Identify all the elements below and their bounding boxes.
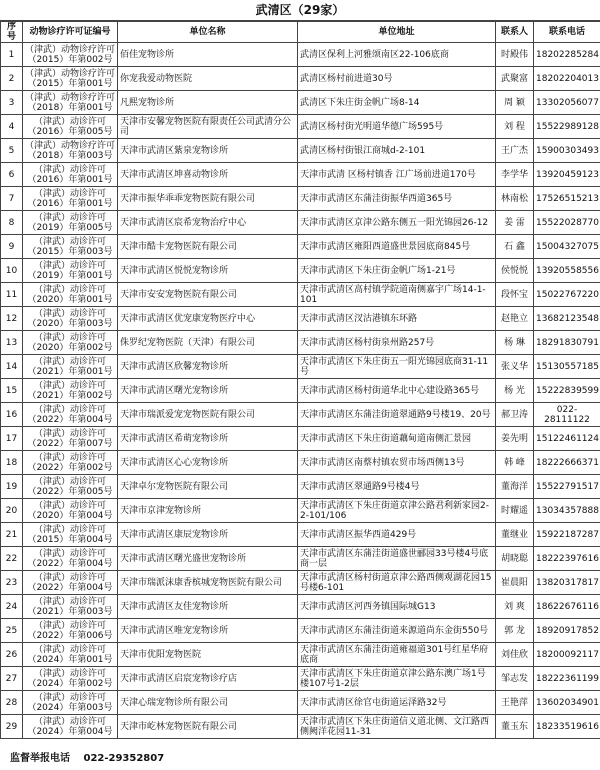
- row-unit-name: 天津市安馨宠物医院有限责任公司武清分公司: [118, 115, 298, 139]
- row-index: 10: [1, 259, 23, 283]
- page-title: 武清区（29家）: [0, 0, 600, 21]
- row-contact: 姜 雷: [496, 211, 534, 235]
- row-phone: 13920459123: [534, 163, 600, 187]
- row-unit-name: 天津市酷卡宠物医院有限公司: [118, 235, 298, 259]
- row-unit-name: 天津市振华乖乖宠物医院有限公司: [118, 187, 298, 211]
- row-address: 武清区杨村街光明道华德广场595号: [298, 115, 496, 139]
- row-phone: 18202285284: [534, 43, 600, 67]
- row-address: 武清区杨村前进道30号: [298, 67, 496, 91]
- row-unit-name: 天津市武清区悦悦宠物诊所: [118, 259, 298, 283]
- row-address: 天津市武清区雍阳西道盛世景园底商845号: [298, 235, 496, 259]
- row-unit-name: 天津市武清区唯宠宠物诊所: [118, 619, 298, 643]
- row-index: 3: [1, 91, 23, 115]
- row-index: 27: [1, 667, 23, 691]
- row-address: 天津市武清区高村镇学院道南侧嘉宇广场14-1-101: [298, 283, 496, 307]
- row-unit-name: 天津市瑞派沫康香槟城宠物医院有限公司: [118, 571, 298, 595]
- row-license: （津武）动诊许可（2022）年第007号: [23, 427, 118, 451]
- row-unit-name: 天津市武清区心心宠物诊所: [118, 451, 298, 475]
- row-license: （津武）动诊许可（2024）年第002号: [23, 667, 118, 691]
- row-address: 天津市武清区南蔡村镇农贸市场西侧13号: [298, 451, 496, 475]
- row-unit-name: 天津市武清区坤喜动物诊所: [118, 163, 298, 187]
- table-row: [1, 307, 600, 331]
- table-row: [1, 715, 600, 739]
- row-contact: 刘 爽: [496, 595, 534, 619]
- row-license: （津武）动诊许可（2024）年第001号: [23, 643, 118, 667]
- table-row: [1, 115, 600, 139]
- row-unit-name: 佰佳宠物诊所: [118, 43, 298, 67]
- row-license: （津武）动诊许可（2022）年第004号: [23, 571, 118, 595]
- row-address: 天津市武清区京津公路东侧五一阳光锦园26-12: [298, 211, 496, 235]
- footer-label: 监督举报电话: [10, 753, 70, 764]
- row-phone: 13820317817: [534, 571, 600, 595]
- row-index: 28: [1, 691, 23, 715]
- row-phone: 18222397616: [534, 547, 600, 571]
- row-license: （津武）动诊许可（2022）年第006号: [23, 619, 118, 643]
- row-index: 22: [1, 547, 23, 571]
- row-index: 24: [1, 595, 23, 619]
- table-row: [1, 331, 600, 355]
- row-address: 武清区杨村街银江商城d-2-101: [298, 139, 496, 163]
- row-address: 武清区保利上河雅颂南区22-106底商: [298, 43, 496, 67]
- row-address: 天津市武清区下朱庄街道京津公路君利新家园2-2-101/106: [298, 499, 496, 523]
- table-body: [1, 43, 600, 739]
- row-unit-name: 天津市武清区曙光宠物诊所: [118, 379, 298, 403]
- table-row: [1, 139, 600, 163]
- table-row: [1, 211, 600, 235]
- table-row: [1, 691, 600, 715]
- row-unit-name: 天津市武清区欣馨宠物诊所: [118, 355, 298, 379]
- row-contact: 崔晨阳: [496, 571, 534, 595]
- row-license: （津武）动诊许可（2020）年第001号: [23, 283, 118, 307]
- row-phone: 15922187287: [534, 523, 600, 547]
- row-phone: 18200092117: [534, 643, 600, 667]
- row-contact: 时耀遥: [496, 499, 534, 523]
- table-row: [1, 379, 600, 403]
- header-phone: 联系电话: [534, 22, 600, 43]
- row-index: 6: [1, 163, 23, 187]
- row-contact: 郝卫涛: [496, 403, 534, 427]
- row-index: 17: [1, 427, 23, 451]
- table-row: [1, 91, 600, 115]
- row-index: 7: [1, 187, 23, 211]
- row-index: 25: [1, 619, 23, 643]
- row-unit-name: 天津市武清区启宸宠物诊疗店: [118, 667, 298, 691]
- row-phone: 15122461124: [534, 427, 600, 451]
- table-row: [1, 547, 600, 571]
- row-phone: 18622676116: [534, 595, 600, 619]
- row-license: （津武）动诊许可（2016）年第001号: [23, 163, 118, 187]
- row-contact: 张义华: [496, 355, 534, 379]
- row-phone: 17526515213: [534, 187, 600, 211]
- row-index: 19: [1, 475, 23, 499]
- table-row: [1, 451, 600, 475]
- row-license: （津武）动诊许可（2022）年第002号: [23, 451, 118, 475]
- table-row: [1, 523, 600, 547]
- row-phone: 15522989128: [534, 115, 600, 139]
- row-license: （津武）动诊许可（2021）年第003号: [23, 595, 118, 619]
- row-address: 天津市武清区翠通路9号楼4号: [298, 475, 496, 499]
- row-phone: 18202204013: [534, 67, 600, 91]
- row-index: 23: [1, 571, 23, 595]
- table-row: [1, 283, 600, 307]
- row-address: 天津市武清区汊沽港镇东环路: [298, 307, 496, 331]
- row-index: 11: [1, 283, 23, 307]
- row-contact: 韩 峰: [496, 451, 534, 475]
- row-unit-name: 天津市安安宠物医院有限公司: [118, 283, 298, 307]
- table-row: [1, 667, 600, 691]
- row-phone: 18233519616: [534, 715, 600, 739]
- row-contact: 赵艳立: [496, 307, 534, 331]
- row-index: 13: [1, 331, 23, 355]
- row-license: （津武）动诊许可（2022）年第004号: [23, 547, 118, 571]
- table-row: [1, 259, 600, 283]
- row-index: 15: [1, 379, 23, 403]
- header-license: 动物诊疗许可证编号: [23, 22, 118, 43]
- clinic-table: [0, 21, 600, 739]
- row-address: 武清区下朱庄街金帆广场8-14: [298, 91, 496, 115]
- row-index: 8: [1, 211, 23, 235]
- row-address: 天津市武清区下朱庄街五一阳光锦园底商31-11号: [298, 355, 496, 379]
- row-address: 天津市武清区下朱庄街道信义道北侧、文江路西侧阙洋花园11-31: [298, 715, 496, 739]
- row-address: 天津市武清区下朱庄街道京津公路东澳广场1号楼107号1-2层: [298, 667, 496, 691]
- row-index: 9: [1, 235, 23, 259]
- row-index: 29: [1, 715, 23, 739]
- row-license: （津武）动诊许可（2019）年第005号: [23, 211, 118, 235]
- row-unit-name: 天津市武清区优宠康宠物医疗中心: [118, 307, 298, 331]
- row-phone: 022-28111122: [534, 403, 600, 427]
- header-address: 单位地址: [298, 22, 496, 43]
- row-address: 天津市武清区东蒲洼街道雍福道301号红星华府底商: [298, 643, 496, 667]
- row-contact: 董海洋: [496, 475, 534, 499]
- row-contact: 李学华: [496, 163, 534, 187]
- header-index: 序号: [1, 22, 23, 43]
- table-row: [1, 43, 600, 67]
- row-address: 天津市武清区杨村街道京津公路西侧观湖花园15号楼6-101: [298, 571, 496, 595]
- row-license: （津武）动物诊疗许可（2018）年第003号: [23, 139, 118, 163]
- row-phone: 18222361199: [534, 667, 600, 691]
- footer-phone: 022-29352807: [83, 753, 165, 764]
- row-license: （津武）动诊许可（2021）年第001号: [23, 355, 118, 379]
- row-contact: 武聚富: [496, 67, 534, 91]
- row-license: （津武）动诊许可（2024）年第003号: [23, 691, 118, 715]
- row-license: （津武）动诊许可（2024）年第004号: [23, 715, 118, 739]
- row-license: （津武）动诊许可（2022）年第004号: [23, 403, 118, 427]
- row-address: 天津市武清区徐官屯街道运泽路32号: [298, 691, 496, 715]
- row-unit-name: 天津市优阳宠物医院: [118, 643, 298, 667]
- table-row: [1, 475, 600, 499]
- row-index: 1: [1, 43, 23, 67]
- row-contact: 王广杰: [496, 139, 534, 163]
- row-address: 天津市武清区下朱庄街道藕甸道南侧汇景园: [298, 427, 496, 451]
- row-index: 14: [1, 355, 23, 379]
- row-phone: 18291830791: [534, 331, 600, 355]
- row-license: （津武）动诊许可（2019）年第001号: [23, 259, 118, 283]
- row-contact: 时殿伟: [496, 43, 534, 67]
- table-header-row: [1, 22, 600, 43]
- row-contact: 段怀宝: [496, 283, 534, 307]
- row-unit-name: 凡熙宠物诊所: [118, 91, 298, 115]
- row-phone: 13682123548: [534, 307, 600, 331]
- header-unit-name: 单位名称: [118, 22, 298, 43]
- row-index: 5: [1, 139, 23, 163]
- row-unit-name: 天津市武清区康辰宠物诊所: [118, 523, 298, 547]
- row-contact: 刘佳欣: [496, 643, 534, 667]
- row-address: 天津市武清 区杨村镇香 江广场前进道170号: [298, 163, 496, 187]
- row-license: （津武）动物诊疗许可（2018）年第001号: [23, 91, 118, 115]
- row-unit-name: 天津市武清区宸希宠物治疗中心: [118, 211, 298, 235]
- row-license: （津武）动诊许可（2022）年第005号: [23, 475, 118, 499]
- row-license: （津武）动诊许可（2016）年第001号: [23, 187, 118, 211]
- table-row: [1, 163, 600, 187]
- row-address: 天津市武清区河西务镇国际城G13: [298, 595, 496, 619]
- header-contact: 联系人: [496, 22, 534, 43]
- row-phone: 15522028770: [534, 211, 600, 235]
- row-contact: 王艳萍: [496, 691, 534, 715]
- row-contact: 董玉东: [496, 715, 534, 739]
- row-address: 天津市武清区振华西道429号: [298, 523, 496, 547]
- row-unit-name: 天津市屹林宠物医院有限公司: [118, 715, 298, 739]
- row-index: 2: [1, 67, 23, 91]
- row-phone: 13920558556: [534, 259, 600, 283]
- row-contact: 杨 琳: [496, 331, 534, 355]
- row-contact: 董继业: [496, 523, 534, 547]
- row-phone: 15522791517: [534, 475, 600, 499]
- row-address: 天津市武清区东蒲洼街道来源道尚东金街550号: [298, 619, 496, 643]
- row-license: （津武）动物诊疗许可（2015）年第001号: [23, 67, 118, 91]
- row-phone: 18222666371: [534, 451, 600, 475]
- row-address: 天津市武清区东蒲洼街道翠通路9号楼19、20号: [298, 403, 496, 427]
- row-unit-name: 你宠我爱动物医院: [118, 67, 298, 91]
- table-row: [1, 67, 600, 91]
- row-index: 21: [1, 523, 23, 547]
- row-license: （津武）动诊许可（2015）年第003号: [23, 235, 118, 259]
- row-index: 26: [1, 643, 23, 667]
- row-phone: 15222839599: [534, 379, 600, 403]
- row-contact: 石 鑫: [496, 235, 534, 259]
- row-contact: 郭 龙: [496, 619, 534, 643]
- row-unit-name: 侏罗纪宠物医院（天津）有限公司: [118, 331, 298, 355]
- row-unit-name: 天津市武清区曙光盛世宠物诊所: [118, 547, 298, 571]
- table-row: [1, 619, 600, 643]
- row-contact: 邹志发: [496, 667, 534, 691]
- row-license: （津武）动诊许可（2020）年第003号: [23, 307, 118, 331]
- row-index: 16: [1, 403, 23, 427]
- row-license: （津武）动诊许可（2015）年第004号: [23, 523, 118, 547]
- row-index: 18: [1, 451, 23, 475]
- row-contact: 周 颖: [496, 91, 534, 115]
- row-phone: 13034357888: [534, 499, 600, 523]
- row-unit-name: 天津市京津宠物诊所: [118, 499, 298, 523]
- row-index: 12: [1, 307, 23, 331]
- row-address: 天津市武清区杨村街泉州路257号: [298, 331, 496, 355]
- row-address: 天津市武清区东蒲洼街道盛世郦园33号楼4号底商一层: [298, 547, 496, 571]
- table-row: [1, 571, 600, 595]
- row-phone: 13602034901: [534, 691, 600, 715]
- row-unit-name: 天津市武清区希萌宠物诊所: [118, 427, 298, 451]
- table-row: [1, 355, 600, 379]
- row-index: 20: [1, 499, 23, 523]
- row-phone: 15004327075: [534, 235, 600, 259]
- row-unit-name: 天津卓尔宠物医院有限公司: [118, 475, 298, 499]
- row-address: 天津市武清区杨村街道华北中心建设路365号: [298, 379, 496, 403]
- row-contact: 侯悦悦: [496, 259, 534, 283]
- table-row: [1, 235, 600, 259]
- row-unit-name: 天津市武清区紫泉宠物诊所: [118, 139, 298, 163]
- table-row: [1, 499, 600, 523]
- row-license: （津武）动诊许可（2021）年第002号: [23, 379, 118, 403]
- row-contact: 杨 光: [496, 379, 534, 403]
- row-license: （津武）动物诊疗许可（2015）年第002号: [23, 43, 118, 67]
- row-contact: 刘 程: [496, 115, 534, 139]
- table-row: [1, 187, 600, 211]
- row-license: （津武）动诊许可（2020）年第002号: [23, 331, 118, 355]
- row-license: （津武）动诊许可（2020）年第004号: [23, 499, 118, 523]
- row-unit-name: 天津市瑞派爱宠宠物医院有限公司: [118, 403, 298, 427]
- row-unit-name: 天津市武清区友佳宠物诊所: [118, 595, 298, 619]
- row-index: 4: [1, 115, 23, 139]
- row-unit-name: 天津心瑞宠物诊所有限公司: [118, 691, 298, 715]
- table-row: [1, 595, 600, 619]
- row-license: （津武）动诊许可（2016）年第005号: [23, 115, 118, 139]
- row-phone: 15900303493: [534, 139, 600, 163]
- table-row: [1, 403, 600, 427]
- row-contact: 林南松: [496, 187, 534, 211]
- table-row: [1, 427, 600, 451]
- row-phone: 18920917852: [534, 619, 600, 643]
- row-address: 天津市武清区下朱庄街金帆广场1-21号: [298, 259, 496, 283]
- row-contact: 姜先明: [496, 427, 534, 451]
- row-contact: 胡晓聪: [496, 547, 534, 571]
- row-phone: 15022767220: [534, 283, 600, 307]
- table-row: [1, 643, 600, 667]
- row-phone: 15130557185: [534, 355, 600, 379]
- row-address: 天津市武清区东蒲洼街振华西道365号: [298, 187, 496, 211]
- report-phone-footer: [0, 750, 600, 768]
- row-phone: 13302056077: [534, 91, 600, 115]
